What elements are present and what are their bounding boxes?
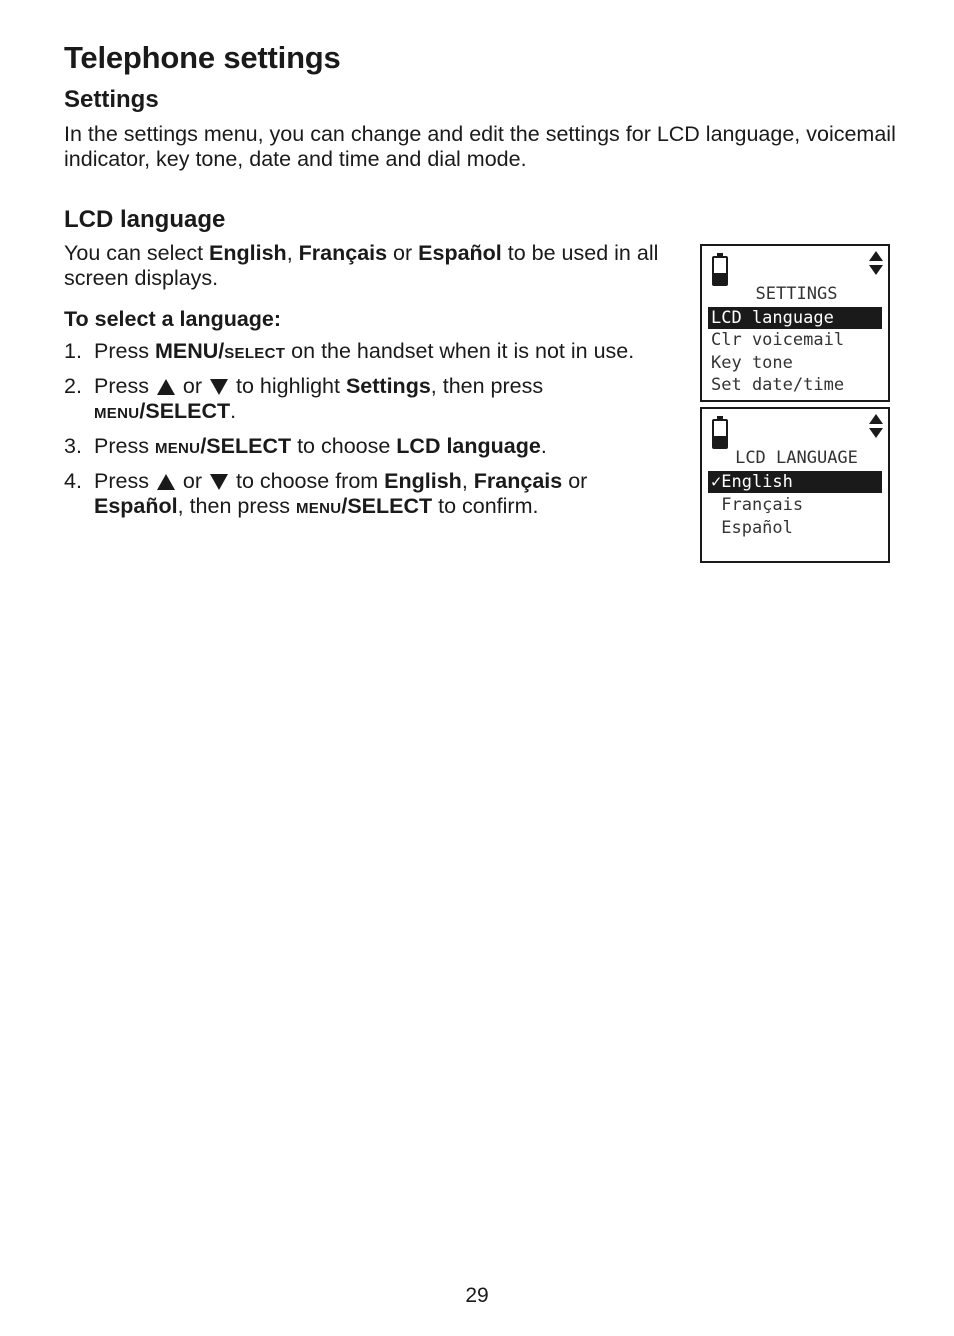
settings-heading: Settings: [64, 86, 159, 113]
screen-title: SETTINGS: [755, 284, 838, 304]
lcd-language-heading: LCD language: [64, 206, 226, 233]
settings-intro: In the settings menu, you can change and edit the settings for LCD language, voicemail indicator, key tone, date and time and dial mode.: [64, 122, 896, 171]
steps-list: [64, 339, 664, 529]
battery-icon: [712, 419, 728, 449]
menu-item-clr-voicemail: Clr voicemail: [711, 330, 845, 350]
up-arrow-icon: [157, 379, 175, 395]
down-arrow-icon: [210, 379, 228, 395]
screen-title: LCD LANGUAGE: [735, 448, 858, 468]
down-arrow-icon: [210, 474, 228, 490]
list-item: 4. Press or to choose from English, Français or Español, then press MENU/SELECT to confirm.: [64, 469, 588, 518]
lcd-language-intro: You can select English, Français or Español to be used in all screen displays.: [64, 241, 659, 290]
menu-item-set-date-time: Set date/time: [711, 375, 845, 395]
list-item: 3. Press MENU/SELECT to choose LCD language.: [64, 434, 547, 458]
scroll-arrows-icon: [869, 251, 883, 277]
menu-item-key-tone: Key tone: [711, 353, 793, 373]
page-number: 29: [465, 1284, 489, 1307]
list-item: 2. Press or to highlight Settings, then press MENU/SELECT.: [64, 374, 544, 423]
page-title: Telephone settings: [64, 40, 341, 75]
lcd-language-screen: [700, 407, 890, 563]
menu-item-lcd-language: LCD language: [708, 307, 882, 329]
battery-icon: [712, 256, 728, 286]
menu-item-francais: Français: [711, 495, 804, 515]
list-item: 1. Press MENU/SELECT on the handset when it is not in use.: [64, 339, 635, 363]
scroll-arrows-icon: [869, 414, 883, 440]
menu-item-english: ✓English: [708, 471, 882, 493]
lcd-settings-screen: [700, 244, 890, 402]
select-language-subheading: To select a language:: [64, 307, 282, 331]
menu-item-espanol: Español: [711, 518, 793, 538]
up-arrow-icon: [157, 474, 175, 490]
